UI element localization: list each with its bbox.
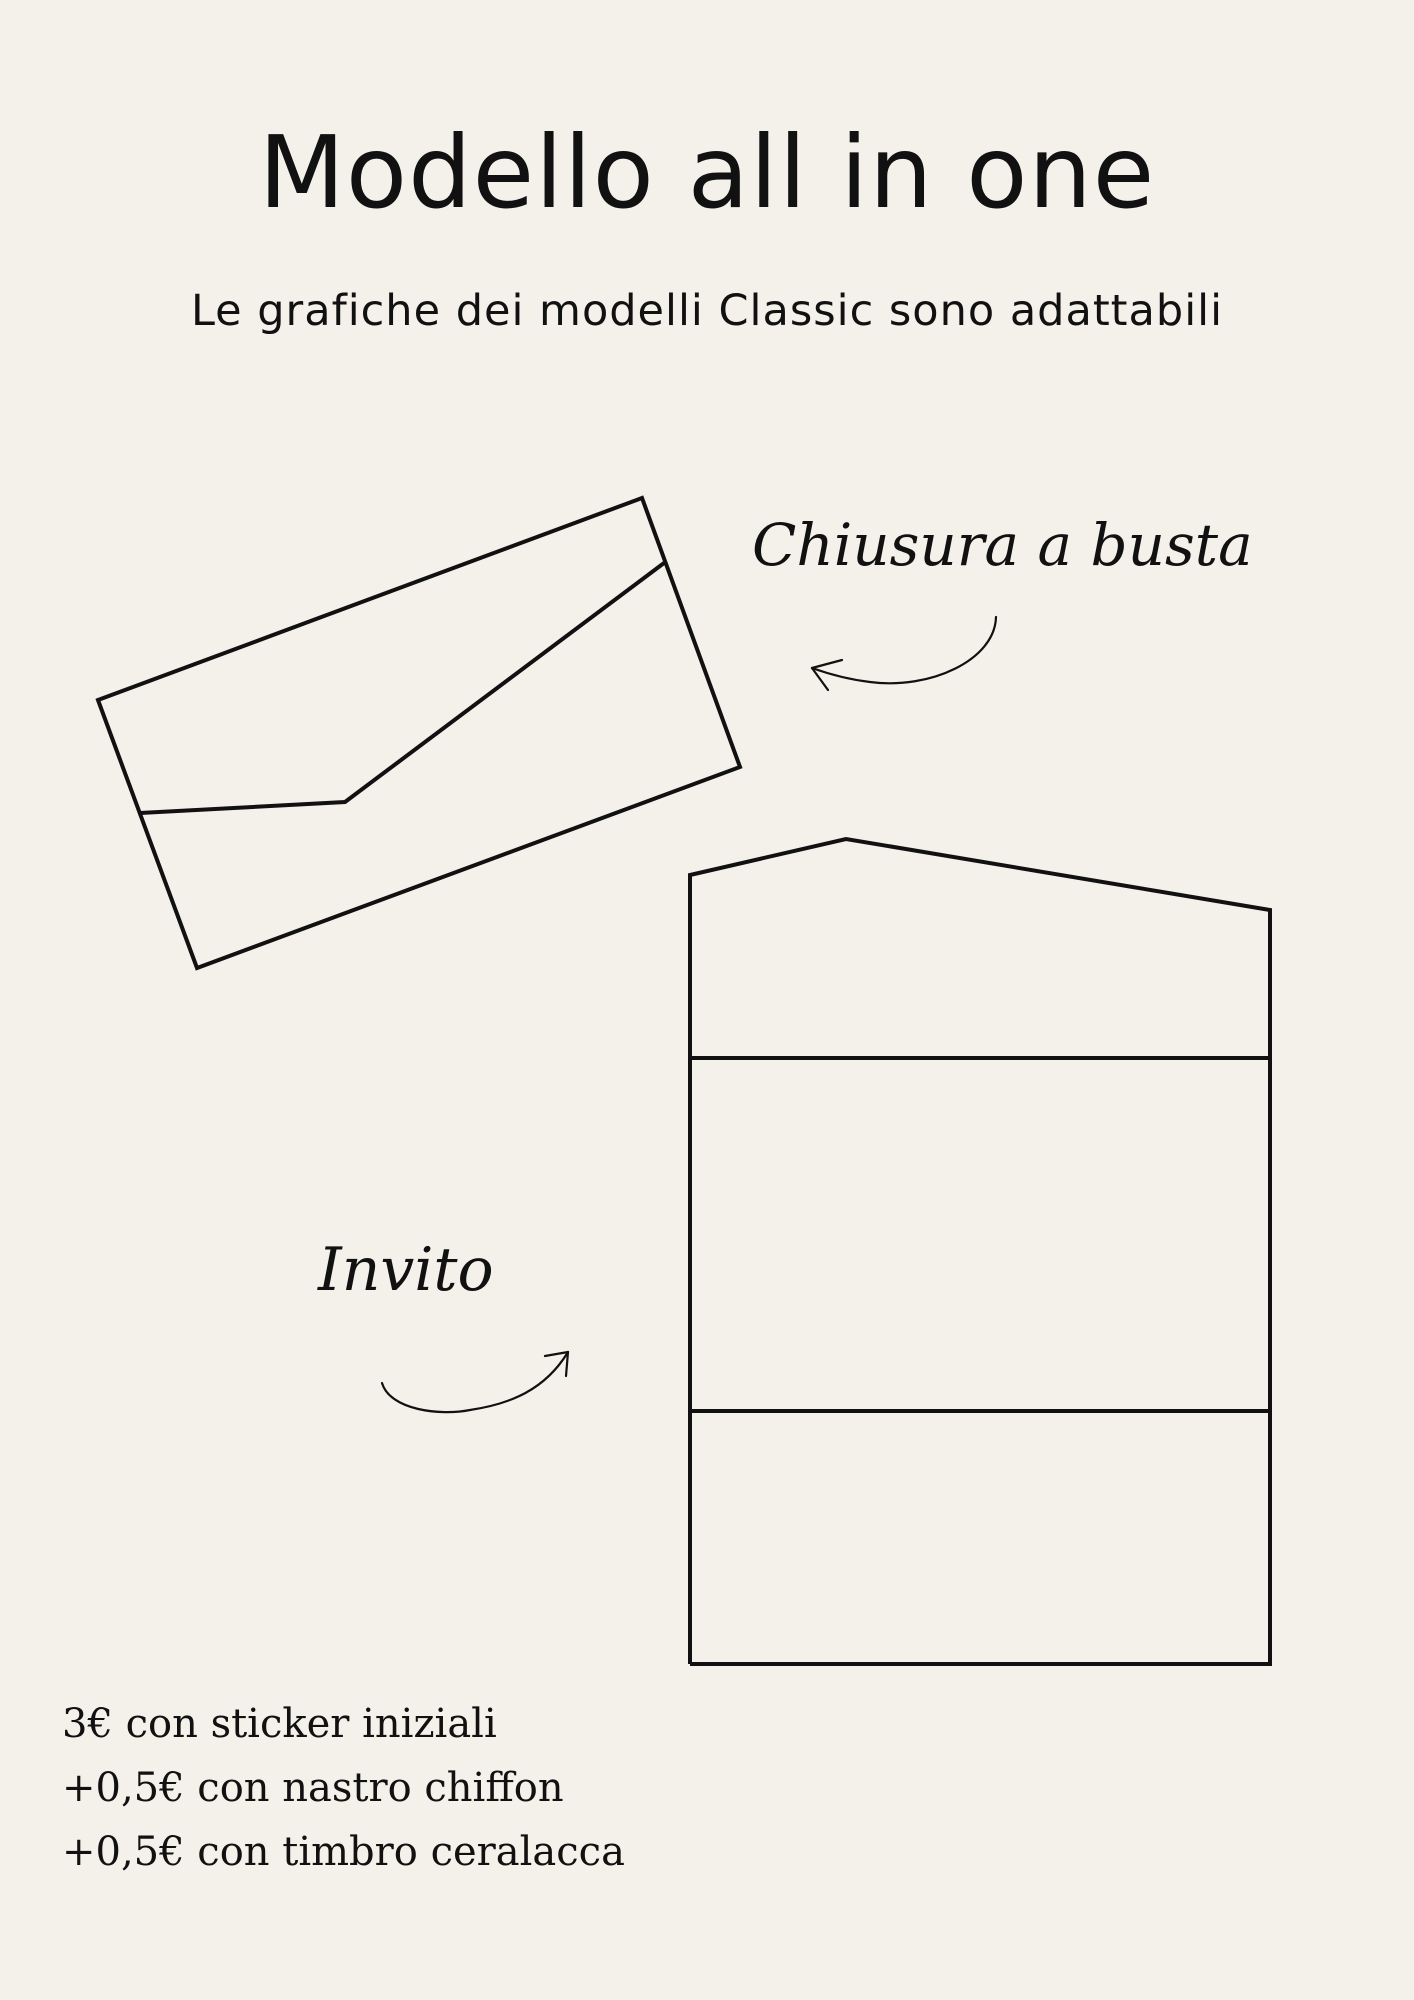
pocket-outline xyxy=(690,839,1270,1664)
arrow-to-invite-icon xyxy=(382,1352,568,1412)
price-item-ceralacca: +0,5€ con timbro ceralacca xyxy=(62,1829,625,1875)
price-item-sticker: 3€ con sticker iniziali xyxy=(62,1701,497,1747)
invite-label: Invito xyxy=(318,1235,494,1305)
page-subtitle: Le grafiche dei modelli Classic sono adattabili xyxy=(190,286,1224,336)
envelope-drawing xyxy=(98,498,740,968)
envelope-label: Chiusura a busta xyxy=(752,511,1253,579)
arrow-to-envelope-icon xyxy=(812,617,996,690)
envelope-flap-line xyxy=(140,563,664,813)
price-list xyxy=(62,1692,625,1884)
price-item-chiffon: +0,5€ con nastro chiffon xyxy=(62,1765,564,1811)
page-title: Modello all in one xyxy=(258,114,1156,231)
pocket-invite-drawing xyxy=(690,839,1270,1664)
envelope-outline xyxy=(98,498,740,968)
